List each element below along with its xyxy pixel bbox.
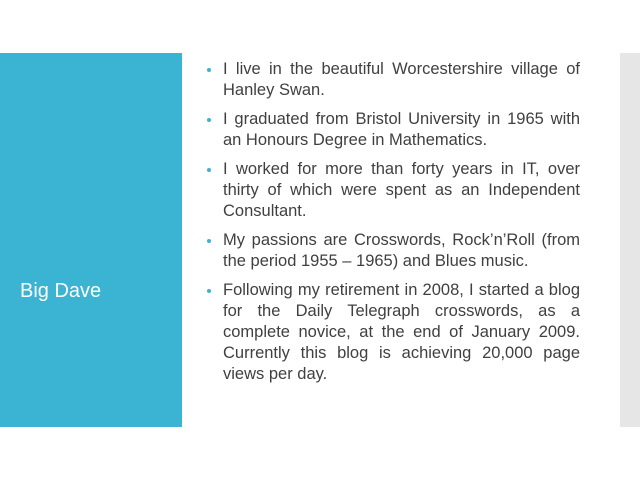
bullet-item-passions xyxy=(207,230,580,272)
bullet-text: I graduated from Bristol University in 1965 with an Honours Degree in Mathematics. xyxy=(223,110,580,149)
bullet-text: I live in the beautiful Worcestershire village of Hanley Swan. xyxy=(223,60,580,99)
bullet-dot-icon xyxy=(207,68,211,72)
bullet-dot-icon xyxy=(207,168,211,172)
bullet-item-career xyxy=(207,159,580,222)
bullet-dot-icon xyxy=(207,239,211,243)
bullet-dot-icon xyxy=(207,118,211,122)
bullet-text: I worked for more than forty years in IT, over thirty of which were spent as an Independent Consultant. xyxy=(223,160,580,220)
bullet-list xyxy=(207,59,580,393)
bullet-text: Following my retirement in 2008, I started a blog for the Daily Telegraph crosswords, as a complete novice, at the end of January 2009. Currently this blog is achieving 20,000 page views per day. xyxy=(223,281,580,383)
slide-title: Big Dave xyxy=(20,280,102,302)
bullet-item-residence xyxy=(207,59,580,101)
bullet-dot-icon xyxy=(207,289,211,293)
title-panel xyxy=(0,53,182,427)
bullet-item-blog xyxy=(207,280,580,385)
right-side-strip xyxy=(620,53,640,427)
bullet-item-education xyxy=(207,109,580,151)
bullet-text: My passions are Crosswords, Rock’n’Roll (from the period 1955 – 1965) and Blues music. xyxy=(223,231,580,270)
